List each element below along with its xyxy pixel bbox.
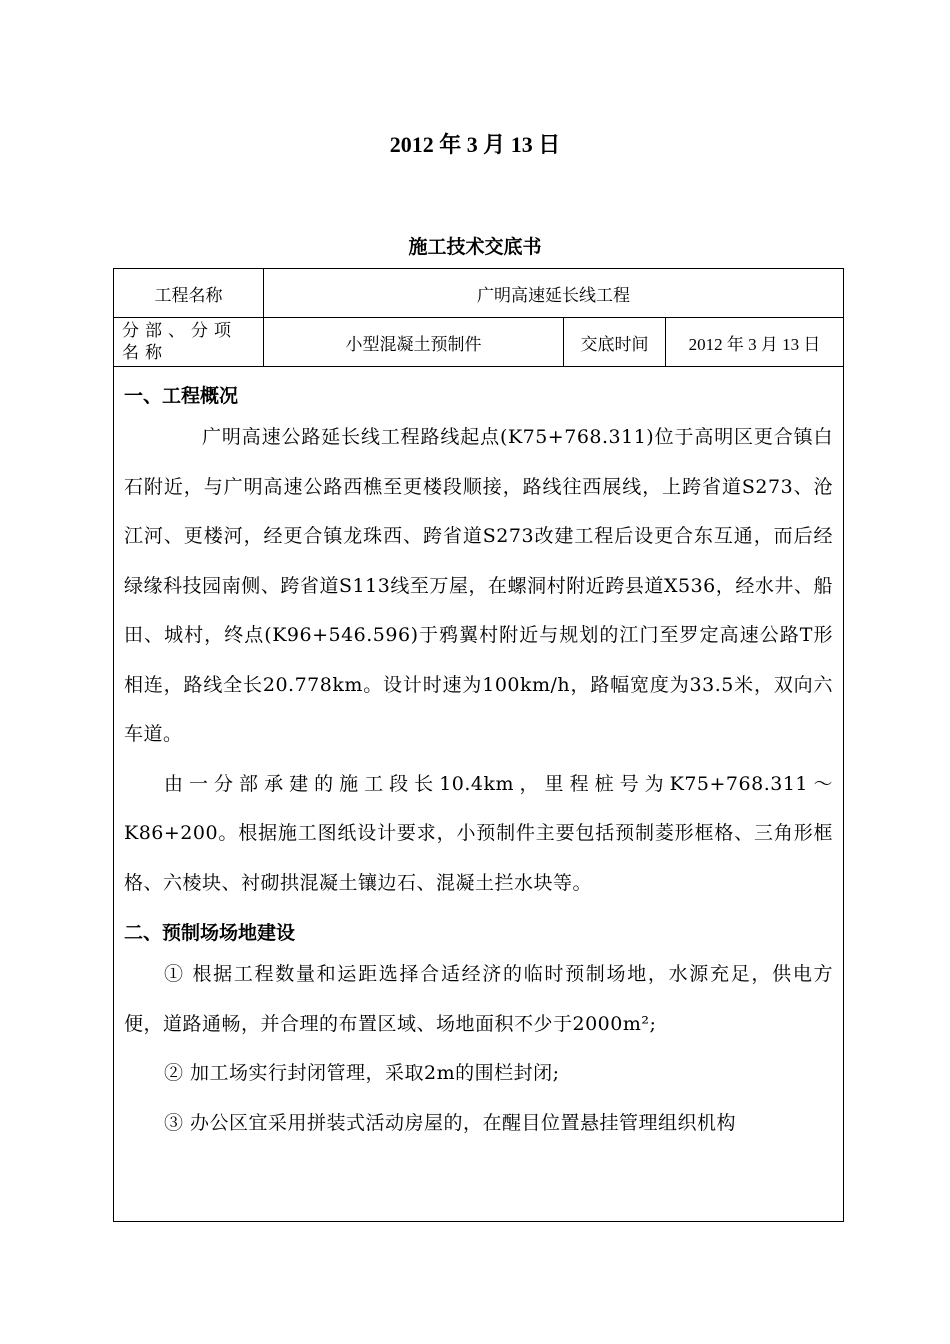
form-row-project [114,269,844,318]
form-row-content [114,367,844,1222]
section-1-heading: 一、工程概况 [124,385,239,407]
document-title: 施工技术交底书 [408,236,542,258]
subitem-value: 小型混凝土预制件 [264,318,564,367]
section-2-item-3: ③ 办公区宜采用拼装式活动房屋的，在醒目位置悬挂管理组织机构 [164,1111,737,1134]
section-1-paragraph-2: 由一分部承建的施工段长10.4km，里程桩号为K75+768.311～K86+200。根据施工图纸设计要求，小预制件主要包括预制菱形框格、三角形框格、六棱块、衬砌拱混凝土镶边石、混凝土拦水块等。 [124,772,834,894]
project-name-value: 广明高速延长线工程 [264,269,844,318]
document-date: 2012 年 3 月 13 日 [389,132,561,157]
section-2-item-1: ① 根据工程数量和运距选择合适经济的临时预制场地，水源充足，供电方便，道路通畅，并合理的布置区域、场地面积不少于2000m²; [124,963,834,1035]
project-name-label: 工程名称 [114,269,264,318]
handover-time-label: 交底时间 [564,318,666,367]
subitem-label: 分部、分项名称 [114,318,264,367]
handover-form-table [113,268,844,1222]
section-1-paragraph-1: 广明高速公路延长线工程路线起点(K75+768.311)位于高明区更合镇白石附近，与广明高速公路西樵至更楼段顺接，路线往西展线，上跨省道S273、沧江河、更楼河，经更合镇龙珠西、跨省道S273改建工程后设更合东互通，而后经绿缘科技园南侧、跨省道S113线至万屋，在螺洞村附近跨县道X536，经水井、船田、城村，终点(K96+546.596)于鸦翼村附近与规划的江门至罗定高速公路T形相连，路线全长20.778km。设计时速为100km/h，路幅宽度为33.5米，双向六车道。 [124,426,834,745]
content-cell [114,367,844,1222]
handover-time-value: 2012 年 3 月 13 日 [666,318,844,367]
section-2-heading: 二、预制场场地建设 [124,922,296,944]
form-row-subitem [114,318,844,367]
section-2-item-2: ② 加工场实行封闭管理，采取2m的围栏封闭; [164,1062,560,1084]
